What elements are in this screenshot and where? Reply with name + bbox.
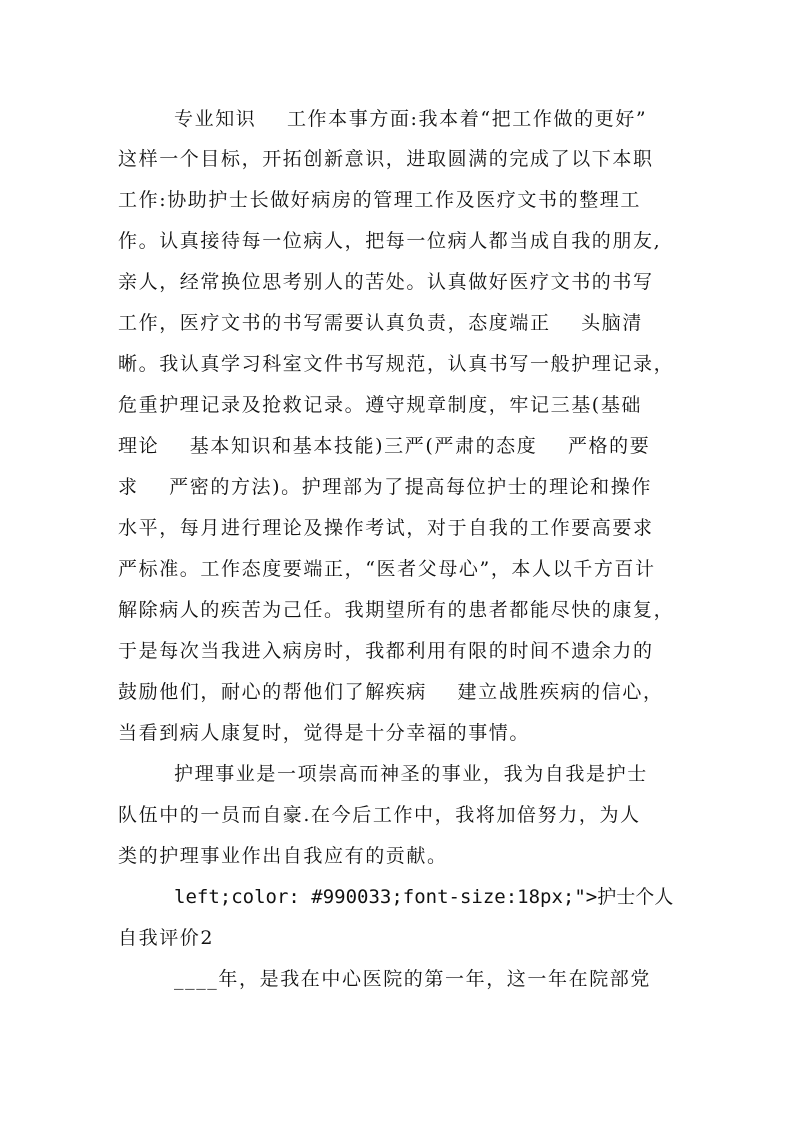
paragraph-line: 自我评价2: [118, 927, 215, 949]
paragraph-line: 作。认真接待每一位病人，把每一位病人都当成自我的朋友,: [118, 230, 662, 252]
paragraph-line: 鼓励他们，耐心的帮他们了解疾病 建立战胜疾病的信心，: [118, 681, 664, 703]
paragraph-line: 亲人，经常换位思考别人的苦处。认真做好医疗文书的书写: [118, 271, 654, 293]
paragraph-line: 理论 基本知识和基本技能)三严(严肃的态度 严格的要: [118, 435, 651, 457]
paragraph-line: 于是每次当我进入病房时，我都利用有限的时间不遗余力的: [118, 640, 654, 662]
paragraph-line: 危重护理记录及抢救记录。遵守规章制度，牢记三基(基础: [118, 394, 643, 416]
paragraph-line: 水平，每月进行理论及操作考试，对于自我的工作要高要求: [118, 517, 654, 539]
paragraph-line: 当看到病人康复时，觉得是十分幸福的事情。: [118, 722, 531, 744]
paragraph-line: 工作:协助护士长做好病房的管理工作及医疗文书的整理工: [118, 189, 642, 211]
paragraph-line: ____年，是我在中心医院的第一年，这一年在院部党: [174, 968, 652, 990]
paragraph-line: 专业知识 工作本事方面:我本着“把工作做的更好”: [174, 108, 648, 130]
paragraph-line: left;color: #990033;font-size:18px;">护士个人: [174, 886, 674, 908]
paragraph-line: 队伍中的一员而自豪.在今后工作中，我将加倍努力，为人: [118, 804, 641, 826]
paragraph-line: 工作，医疗文书的书写需要认真负责，态度端正 头脑清: [118, 312, 643, 334]
paragraph-line: 求 严密的方法)。护理部为了提高每位护士的理论和操作: [118, 476, 652, 498]
paragraph-line: 这样一个目标，开拓创新意识，进取圆满的完成了以下本职: [118, 148, 654, 170]
paragraph-line: 严标准。工作态度要端正，“医者父母心”，本人以千方百计: [118, 558, 656, 580]
paragraph-line: 类的护理事业作出自我应有的贡献。: [118, 845, 448, 867]
paragraph-line: 解除病人的疾苦为己任。我期望所有的患者都能尽快的康复，: [118, 599, 675, 621]
paragraph-line: 护理事业是一项崇高而神圣的事业，我为自我是护士: [174, 763, 648, 785]
paragraph-line: 晰。我认真学习科室文件书写规范，认真书写一般护理记录，: [118, 353, 675, 375]
